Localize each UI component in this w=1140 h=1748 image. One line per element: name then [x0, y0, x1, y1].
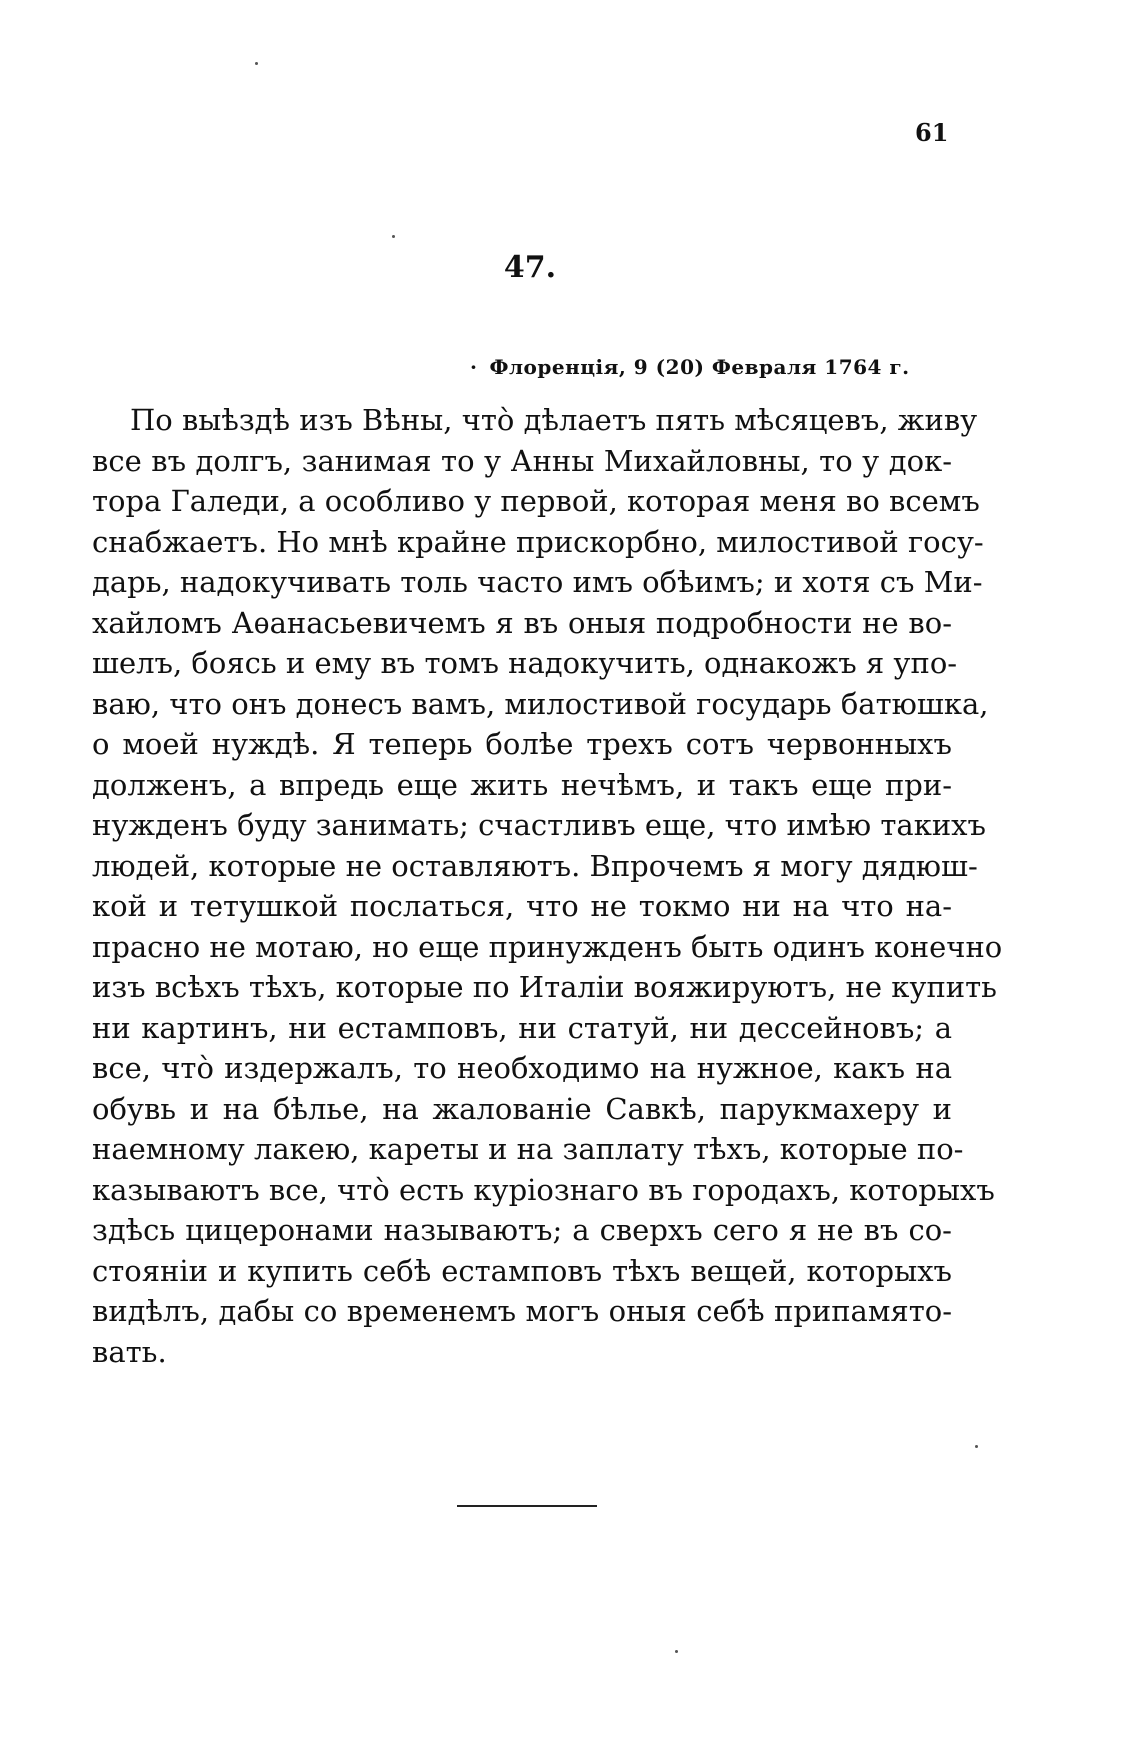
body-line: долженъ, а впредь еще жить нечѣмъ, и такъ еще при-	[92, 767, 952, 802]
body-line: прасно не мотаю, но еще принужденъ быть одинъ конечно	[92, 929, 1003, 964]
scan-speck	[392, 235, 395, 238]
body-line: обувь и на бѣлье, на жалованіе Савкѣ, парукмахеру и	[92, 1091, 952, 1126]
body-line: о моей нуждѣ. Я теперь болѣе трехъ сотъ червонныхъ	[92, 727, 952, 761]
letter-number: 47.	[503, 250, 557, 285]
body-line: вать.	[92, 1334, 167, 1369]
body-line: казываютъ все, что̀ есть куріознаго въ городахъ, которыхъ	[92, 1172, 995, 1207]
body-line: кой и тетушкой послаться, что не токмо ни на что на-	[92, 889, 952, 923]
body-line: нужденъ буду занимать; счастливъ еще, что имѣю такихъ	[92, 808, 986, 842]
body-line: стояніи и купить себѣ естамповъ тѣхъ вещей, которыхъ	[92, 1253, 952, 1288]
body-line: здѣсь цицеронами называютъ; а сверхъ сего я не въ со-	[92, 1213, 952, 1247]
letter-body	[92, 400, 1003, 1372]
body-line: наемному лакею, кареты и на заплату тѣхъ, которые по-	[92, 1132, 964, 1166]
dateline-text: Флоренція, 9 (20) Февраля 1764 г.	[489, 355, 910, 379]
scan-speck	[675, 1650, 678, 1653]
body-line: изъ всѣхъ тѣхъ, которые по Италіи вояжируютъ, не купить	[92, 970, 997, 1004]
dateline-bullet: ·	[470, 355, 478, 379]
dateline	[470, 355, 910, 379]
body-line: людей, которые не оставляютъ. Впрочемъ я могу дядюш-	[92, 848, 978, 883]
body-line: ваю, что онъ донесъ вамъ, милостивой государь батюшка,	[92, 686, 989, 721]
end-rule	[457, 1505, 597, 1507]
body-line: все, что̀ издержалъ, то необходимо на нужное, какъ на	[92, 1051, 952, 1085]
page-number: 61	[915, 118, 949, 147]
body-line: видѣлъ, дабы со временемъ могъ оныя себѣ припамято-	[92, 1294, 952, 1328]
body-line: тора Галеди, а особливо у первой, которая меня во всемъ	[92, 484, 980, 518]
body-line: дарь, надокучивать толь часто имъ обѣимъ; и хотя съ Ми-	[92, 565, 983, 599]
scan-speck	[975, 1445, 978, 1448]
body-line: ни картинъ, ни естамповъ, ни статуй, ни дессейновъ; а	[92, 1010, 952, 1045]
body-line: снабжаетъ. Но мнѣ крайне прискорбно, милостивой госу-	[92, 524, 984, 559]
scan-speck	[255, 62, 258, 65]
body-line: все въ долгъ, занимая то у Анны Михайловны, то у док-	[92, 443, 952, 478]
body-line: шелъ, боясь и ему въ томъ надокучить, однакожъ я упо-	[92, 646, 958, 680]
body-line: По выѣздѣ изъ Вѣны, что̀ дѣлаетъ пять мѣсяцевъ, живу	[130, 403, 978, 437]
body-line: хайломъ Аѳанасьевичемъ я въ оныя подробности не во-	[92, 605, 952, 640]
